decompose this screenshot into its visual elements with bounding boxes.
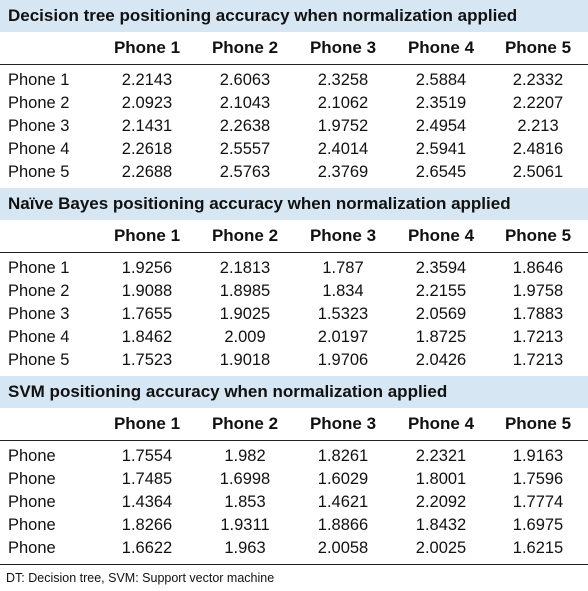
table-cell: 2.4014 xyxy=(317,140,369,158)
column-header: Phone 5 xyxy=(504,38,572,57)
column-header: Phone 2 xyxy=(211,226,279,245)
table-cell: 1.7213 xyxy=(512,328,564,346)
table-cell: 2.2207 xyxy=(512,94,564,112)
row-label: Phone xyxy=(8,493,56,511)
table-cell: 1.7213 xyxy=(512,351,564,369)
section-title: Decision tree positioning accuracy when normalization applied xyxy=(0,0,588,32)
row-label: Phone 5 xyxy=(8,351,70,369)
table-cell: 1.9088 xyxy=(121,282,173,300)
column-header: Phone 5 xyxy=(504,226,572,245)
table-cell: 2.2332 xyxy=(512,71,564,89)
row-label: Phone 2 xyxy=(8,282,70,300)
table-cell: 1.8462 xyxy=(121,328,173,346)
table-cell: 2.0569 xyxy=(415,305,467,323)
table-cell: 1.8646 xyxy=(512,259,564,277)
table-cell: 1.9752 xyxy=(317,117,369,135)
row-label: Phone 4 xyxy=(8,140,70,158)
table-cell: 1.8985 xyxy=(219,282,271,300)
column-header: Phone 4 xyxy=(407,38,475,57)
table-cell: 1.7523 xyxy=(121,351,173,369)
column-header: Phone 4 xyxy=(407,226,475,245)
table-row xyxy=(0,537,588,560)
row-label: Phone 3 xyxy=(8,117,70,135)
table-cell: 2.2143 xyxy=(121,71,173,89)
table-cell: 2.5941 xyxy=(415,140,467,158)
table-cell: 2.0025 xyxy=(415,539,467,557)
column-header xyxy=(0,220,98,252)
column-header: Phone 4 xyxy=(407,414,475,433)
section-title: SVM positioning accuracy when normalization applied xyxy=(0,376,588,408)
table-cell: 2.2321 xyxy=(415,447,467,465)
table-cell: 2.1431 xyxy=(121,117,173,135)
table-cell: 1.787 xyxy=(322,259,364,277)
table-section xyxy=(0,0,588,188)
table-cell: 2.2638 xyxy=(219,117,271,135)
table-cell: 2.2618 xyxy=(121,140,173,158)
row-label: Phone 1 xyxy=(8,71,70,89)
row-label: Phone 3 xyxy=(8,305,70,323)
column-header xyxy=(0,408,98,440)
table-cell: 1.5323 xyxy=(317,305,369,323)
table-cell: 2.6545 xyxy=(415,163,467,181)
table-row xyxy=(0,280,588,303)
table-row xyxy=(0,92,588,115)
table-cell: 2.2688 xyxy=(121,163,173,181)
row-label: Phone xyxy=(8,447,56,465)
table-row xyxy=(0,491,588,514)
table-row xyxy=(0,468,588,491)
column-header xyxy=(0,32,98,64)
table-cell: 1.9018 xyxy=(219,351,271,369)
table-cell: 2.0426 xyxy=(415,351,467,369)
table-cell: 1.9311 xyxy=(220,516,270,534)
column-header: Phone 5 xyxy=(504,414,572,433)
table-cell: 1.7774 xyxy=(512,493,564,511)
table-section xyxy=(0,376,588,564)
table-cell: 1.9706 xyxy=(317,351,369,369)
table-cell: 1.963 xyxy=(224,539,266,557)
table-cell: 2.5557 xyxy=(219,140,271,158)
table-cell: 2.4954 xyxy=(415,117,467,135)
table-row xyxy=(0,257,588,280)
table-cell: 1.6622 xyxy=(121,539,173,557)
table-cell: 2.0923 xyxy=(121,94,173,112)
table-cell: 1.853 xyxy=(224,493,266,511)
table-cell: 1.6975 xyxy=(512,516,564,534)
table-cell: 1.7883 xyxy=(512,305,564,323)
column-header: Phone 3 xyxy=(309,226,377,245)
row-label: Phone xyxy=(8,516,56,534)
table-cell: 1.6215 xyxy=(512,539,564,557)
column-header-row xyxy=(0,408,588,441)
table-cell: 1.9256 xyxy=(121,259,173,277)
table-cell: 2.1062 xyxy=(317,94,369,112)
table-cell: 1.982 xyxy=(224,447,266,465)
table-cell: 2.3769 xyxy=(317,163,369,181)
table-cell: 2.5061 xyxy=(512,163,564,181)
table-cell: 1.8725 xyxy=(415,328,467,346)
table-row xyxy=(0,514,588,537)
table-footnote: DT: Decision tree, SVM: Support vector machine xyxy=(0,564,588,591)
table-row xyxy=(0,326,588,349)
table-row xyxy=(0,445,588,468)
table-cell: 2.3258 xyxy=(317,71,369,89)
table-cell: 1.8266 xyxy=(121,516,173,534)
table-cell: 1.7485 xyxy=(121,470,173,488)
table-body xyxy=(0,441,588,564)
table-cell: 2.1813 xyxy=(219,259,271,277)
table-cell: 1.9163 xyxy=(512,447,564,465)
table-cell: 1.8866 xyxy=(317,516,369,534)
table-cell: 2.0197 xyxy=(317,328,369,346)
table-cell: 1.4364 xyxy=(121,493,173,511)
table-cell: 2.213 xyxy=(517,117,559,135)
column-header: Phone 1 xyxy=(113,414,181,433)
column-header-row xyxy=(0,32,588,65)
table-cell: 2.2092 xyxy=(415,493,467,511)
table-body xyxy=(0,65,588,188)
table-cell: 1.8261 xyxy=(317,447,369,465)
table-cell: 2.0058 xyxy=(317,539,369,557)
table-cell: 2.5884 xyxy=(415,71,467,89)
table-cell: 2.3519 xyxy=(415,94,467,112)
table-cell: 1.8001 xyxy=(415,470,467,488)
row-label: Phone xyxy=(8,539,56,557)
table-cell: 2.2155 xyxy=(415,282,467,300)
table-cell: 1.9758 xyxy=(512,282,564,300)
column-header: Phone 3 xyxy=(309,38,377,57)
table-cell: 1.9025 xyxy=(219,305,271,323)
table-row xyxy=(0,115,588,138)
column-header: Phone 2 xyxy=(211,414,279,433)
row-label: Phone xyxy=(8,470,56,488)
table-row xyxy=(0,349,588,372)
table-row xyxy=(0,69,588,92)
table-cell: 1.8432 xyxy=(415,516,467,534)
column-header-row xyxy=(0,220,588,253)
table-cell: 1.7596 xyxy=(512,470,564,488)
table-row xyxy=(0,138,588,161)
table-cell: 2.6063 xyxy=(219,71,271,89)
column-header: Phone 3 xyxy=(309,414,377,433)
table-cell: 2.3594 xyxy=(415,259,467,277)
table-cell: 1.7655 xyxy=(121,305,173,323)
column-header: Phone 1 xyxy=(113,226,181,245)
row-label: Phone 2 xyxy=(8,94,70,112)
table-section xyxy=(0,188,588,376)
column-header: Phone 2 xyxy=(211,38,279,57)
table-cell: 1.7554 xyxy=(121,447,173,465)
table-cell: 2.1043 xyxy=(219,94,271,112)
table-cell: 1.4621 xyxy=(317,493,369,511)
table-cell: 1.834 xyxy=(322,282,364,300)
table-body xyxy=(0,253,588,376)
table-cell: 2.5763 xyxy=(219,163,271,181)
row-label: Phone 1 xyxy=(8,259,70,277)
table-cell: 2.4816 xyxy=(512,140,564,158)
row-label: Phone 4 xyxy=(8,328,70,346)
table-cell: 2.009 xyxy=(224,328,266,346)
table-row xyxy=(0,303,588,326)
table-cell: 1.6998 xyxy=(219,470,271,488)
table-row xyxy=(0,161,588,184)
table-cell: 1.6029 xyxy=(317,470,369,488)
row-label: Phone 5 xyxy=(8,163,70,181)
section-title: Naïve Bayes positioning accuracy when normalization applied xyxy=(0,188,588,220)
column-header: Phone 1 xyxy=(113,38,181,57)
